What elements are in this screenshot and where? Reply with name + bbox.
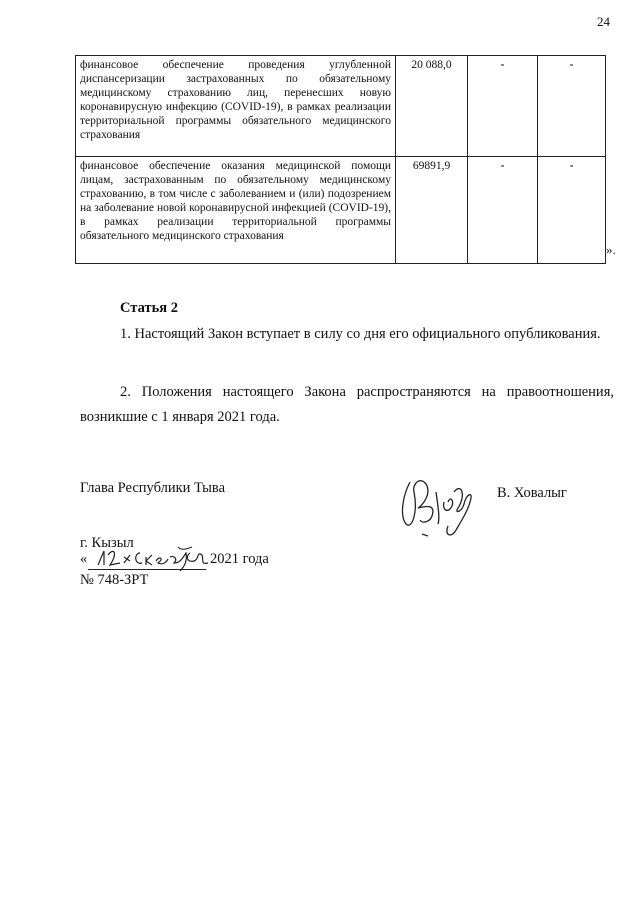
signing-date	[80, 551, 280, 573]
row-description: финансовое обеспечение оказания медицинской помощи лицам, застрахованным по обязательному медицинскому страхованию, в том числе с заболеванием и (или) подозрением на заболевание новой коронавирусной инфекцией (COVID-19), в рамках реализации территориальной программы обязательного медицинского страхования	[76, 157, 396, 264]
finance-table	[75, 55, 606, 264]
article-paragraph-2: 2. Положения настоящего Закона распространяются на правоотношения, возникшие с 1 января 2021 года.	[80, 384, 614, 425]
page-number: 24	[597, 14, 610, 29]
law-number: № 748-ЗРТ	[80, 572, 149, 588]
city-label: г. Кызыл	[80, 535, 134, 551]
row-col4: -	[538, 56, 606, 157]
table-row	[76, 56, 606, 157]
row-amount: 20 088,0	[396, 56, 468, 157]
handwritten-signature	[392, 462, 482, 542]
signatory-name: В. Ховалыг	[497, 485, 567, 501]
row-col3: -	[468, 157, 538, 264]
table-closing-quote: ».	[606, 242, 616, 257]
row-amount: 69891,9	[396, 157, 468, 264]
row-col3: -	[468, 56, 538, 157]
row-col4: -	[538, 157, 606, 264]
date-handwriting	[90, 543, 215, 573]
date-year: 2021 года	[210, 551, 269, 567]
article-heading: Статья 2	[120, 300, 178, 316]
row-description: финансовое обеспечение проведения углубленной диспансеризации застрахованных по обязательному медицинскому страхованию лиц, перенесших новую коронавирусную инфекцию (COVID-19), в рамках реализации территориальной программы обязательного медицинского страхования	[76, 56, 396, 157]
table-row	[76, 157, 606, 264]
article-paragraph-1: 1. Настоящий Закон вступает в силу со дня его официального опубликования.	[120, 326, 601, 342]
date-open-quote: «	[80, 551, 88, 567]
signatory-title: Глава Республики Тыва	[80, 480, 226, 496]
